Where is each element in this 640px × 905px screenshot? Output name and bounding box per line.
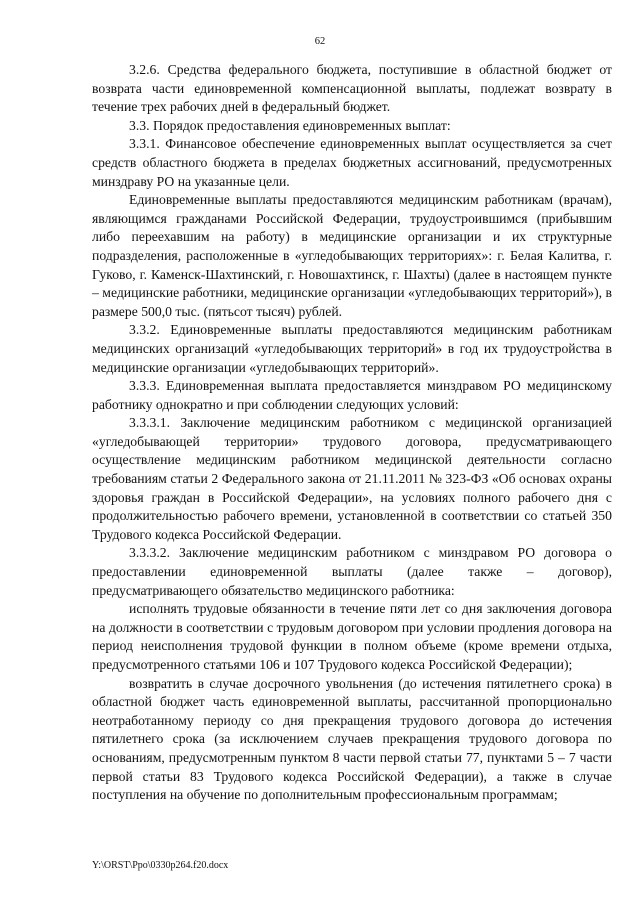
paragraph-obligation-refund: возвратить в случае досрочного увольнения (до истечения пятилетнего срока) в областной бюджет часть единовременной выплаты, рассчитанной пропорционально неотработанному периоду со дня прекращения трудового договора до истечения пятилетнего срока (за исключением случаев прекращения трудового договора по основаниям, предусмотренным пунктом 8 части первой статьи 77, пунктами 5 – 7 части первой статьи 83 Трудового кодекса Российской Федерации), а также в случае поступления на обучение по дополнительным профессиональным программам; bbox=[92, 675, 612, 803]
paragraph-3-3: 3.3. Порядок предоставления единовременных выплат: bbox=[129, 117, 451, 133]
paragraph-payment-recipients: Единовременные выплаты предоставляются медицинским работникам (врачам), являющимся гражданами Российской Федерации, трудоустроившимся (прибывшим либо переехавшим на работу) в медицинские организации и их структурные подразделения, расположенные в «угледобывающих территориях»: г. Белая Калитва, г. Гуково, г. Каменск-Шахтинский, г. Новошахтинск, г. Шахты) (далее в настоящем пункте – медицинские работники, медицинские организации «угледобывающих территорий»), в размере 500,0 тыс. (пятьсот тысяч) рублей. bbox=[92, 192, 612, 319]
paragraph-3-2-6: 3.2.6. Средства федерального бюджета, поступившие в областной бюджет от возврата части единовременной компенсационной выплаты, подлежат возврату в течение трех рабочих дней в федеральный бюджет. bbox=[92, 62, 612, 115]
paragraph-3-3-3-2: 3.3.3.2. Заключение медицинским работником с минздравом РО договора о предоставлении единовременной выплаты (далее также – договор), предусматривающего обязательство медицинского работника: bbox=[92, 545, 612, 598]
paragraph-3-3-1: 3.3.1. Финансовое обеспечение единовременных выплат осуществляется за счет средств областного бюджета в пределах бюджетных ассигнований, предусмотренных минздраву РО на указанные цели. bbox=[92, 136, 612, 189]
document-body bbox=[92, 61, 612, 805]
paragraph-obligation-work: исполнять трудовые обязанности в течение пяти лет со дня заключения договора на должности в соответствии с трудовым договором при условии продления договора на период неисполнения трудовой функции в полном объеме (кроме времени отдыха, предусмотренного статьями 106 и 107 Трудового кодекса Российской Федерации); bbox=[92, 601, 612, 672]
paragraph-3-3-2: 3.3.2. Единовременные выплаты предоставляются медицинским работникам медицинских организаций «угледобывающих территорий» в год их трудоустройства в медицинские организации «угледобывающих территорий». bbox=[92, 322, 612, 375]
file-path-footer: Y:\ORST\Ppo\0330p264.f20.docx bbox=[92, 860, 229, 871]
page-number: 62 bbox=[314, 36, 326, 47]
paragraph-3-3-3: 3.3.3. Единовременная выплата предоставляется минздравом РО медицинскому работнику однократно и при соблюдении следующих условий: bbox=[92, 378, 612, 412]
paragraph-3-3-3-1: 3.3.3.1. Заключение медицинским работником с медицинской организацией «угледобывающей территории» трудового договора, предусматривающего осуществление медицинским работником медицинской деятельности согласно требованиям статьи 2 Федерального закона от 21.11.2011 № 323-ФЗ «Об основах охраны здоровья граждан в Российской Федерации», на условиях полного рабочего дня с продолжительностью рабочего времени, установленной в соответствии со статьей 350 Трудового кодекса Российской Федерации. bbox=[92, 415, 612, 542]
